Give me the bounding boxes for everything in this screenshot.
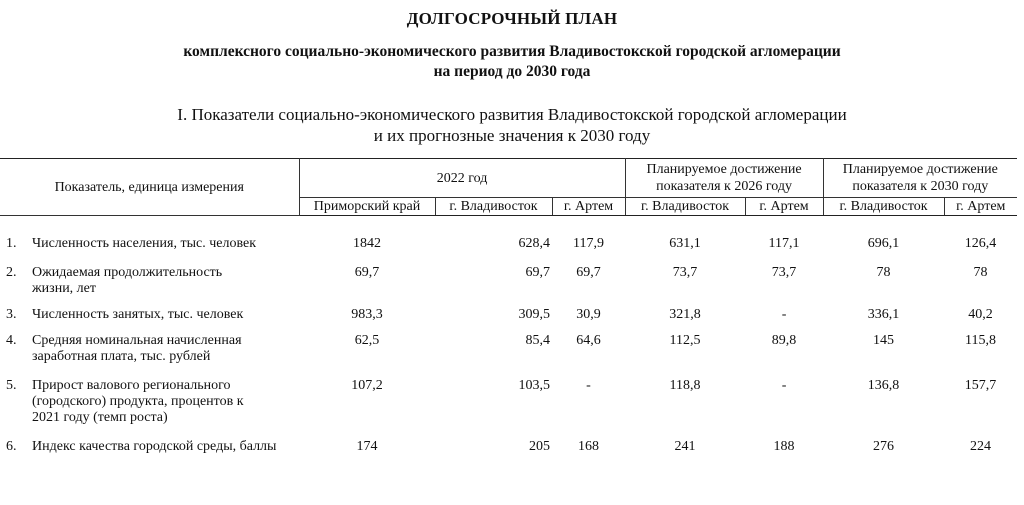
header-sub-artem-2022: г. Артем bbox=[552, 198, 625, 216]
row-index: 4. bbox=[6, 333, 17, 348]
header-sub-artem-2026: г. Артем bbox=[745, 198, 823, 216]
cell-value: 309,5 bbox=[518, 307, 550, 322]
row-label: Прирост валового регионального (городского) продукта, процентов к 2021 году (темп роста) bbox=[32, 378, 244, 425]
cell-value: 103,5 bbox=[518, 378, 550, 393]
cell-value: 40,2 bbox=[968, 307, 993, 322]
row-index: 5. bbox=[6, 378, 17, 393]
table-row bbox=[0, 236, 1017, 265]
section-heading bbox=[0, 104, 1024, 146]
row-index: 2. bbox=[6, 265, 17, 280]
indicators-table bbox=[0, 158, 1017, 479]
header-sub-vladivostok-2030: г. Владивосток bbox=[823, 198, 944, 216]
header-group-2030-line-2: показателя к 2030 году bbox=[852, 179, 989, 194]
header-group-2026-line-2: показателя к 2026 году bbox=[656, 179, 792, 194]
table-row bbox=[0, 378, 1017, 439]
cell-value: 136,8 bbox=[867, 378, 900, 393]
cell-value: 241 bbox=[674, 439, 696, 454]
cell-value: 117,9 bbox=[573, 236, 604, 251]
cell-value: 188 bbox=[773, 439, 795, 454]
header-group-2026 bbox=[625, 159, 823, 198]
cell-value: 112,5 bbox=[669, 333, 701, 348]
header-sub-artem-2030: г. Артем bbox=[944, 198, 1017, 216]
cell-value: 107,2 bbox=[351, 378, 383, 393]
cell-value: 73,7 bbox=[672, 265, 698, 280]
table-row bbox=[0, 439, 1017, 479]
cell-value: 69,7 bbox=[525, 265, 550, 280]
header-group-2030-line-1: Планируемое достижение bbox=[842, 162, 998, 177]
cell-value: 321,8 bbox=[669, 307, 701, 322]
cell-value: - bbox=[781, 378, 787, 393]
subtitle-line-2: на период до 2030 года bbox=[433, 63, 591, 80]
cell-value: 78 bbox=[973, 265, 988, 280]
table-row bbox=[0, 307, 1017, 333]
cell-value: 69,7 bbox=[354, 265, 380, 280]
cell-value: 73,7 bbox=[771, 265, 797, 280]
cell-value: - bbox=[586, 378, 591, 393]
cell-value: 157,7 bbox=[964, 378, 997, 393]
cell-value: 62,5 bbox=[354, 333, 380, 348]
cell-value: 64,6 bbox=[576, 333, 601, 348]
header-sub-vladivostok-2026: г. Владивосток bbox=[625, 198, 745, 216]
table-row bbox=[0, 333, 1017, 378]
header-group-2030 bbox=[823, 159, 1017, 198]
cell-value: 336,1 bbox=[867, 307, 900, 322]
row-label: Индекс качества городской среды, баллы bbox=[32, 439, 277, 454]
cell-value: 69,7 bbox=[576, 265, 601, 280]
section-heading-line-2: и их прогнозные значения к 2030 году bbox=[373, 126, 651, 145]
cell-value: 205 bbox=[529, 439, 550, 454]
cell-value: 30,9 bbox=[576, 307, 601, 322]
cell-value: 85,4 bbox=[525, 333, 550, 348]
row-label: Ожидаемая продолжительность жизни, лет bbox=[32, 265, 223, 296]
cell-value: 628,4 bbox=[518, 236, 550, 251]
row-label: Численность населения, тыс. человек bbox=[32, 236, 257, 251]
header-group-2022: 2022 год bbox=[299, 159, 625, 198]
cell-value: 983,3 bbox=[351, 307, 383, 322]
cell-value: 631,1 bbox=[669, 236, 701, 251]
cell-value: 78 bbox=[876, 265, 891, 280]
cell-value: 118,8 bbox=[669, 378, 701, 393]
row-label: Средняя номинальная начисленная заработная плата, тыс. рублей bbox=[32, 333, 242, 364]
cell-value: 115,8 bbox=[965, 333, 997, 348]
table-row bbox=[0, 265, 1017, 307]
row-index: 3. bbox=[6, 307, 17, 322]
header-sub-vladivostok-2022: г. Владивосток bbox=[435, 198, 552, 216]
row-label: Численность занятых, тыс. человек bbox=[32, 307, 244, 322]
cell-value: 168 bbox=[578, 439, 600, 454]
cell-value: 117,1 bbox=[768, 236, 800, 251]
cell-value: 696,1 bbox=[867, 236, 900, 251]
header-indicator: Показатель, единица измерения bbox=[0, 159, 299, 216]
document-title: ДОЛГОСРОЧНЫЙ ПЛАН bbox=[406, 9, 618, 28]
section-heading-line-1: I. Показатели социально-экономического развития Владивостокской городской агломерации bbox=[177, 105, 847, 124]
header-group-2026-line-1: Планируемое достижение bbox=[646, 162, 802, 177]
cell-value: 174 bbox=[356, 439, 378, 454]
cell-value: - bbox=[781, 307, 787, 322]
subtitle-line-1: комплексного социально-экономического развития Владивостокской городской агломерации bbox=[183, 43, 841, 60]
document-subtitle bbox=[0, 42, 1024, 82]
cell-value: 89,8 bbox=[771, 333, 797, 348]
cell-value: 145 bbox=[873, 333, 895, 348]
row-index: 6. bbox=[6, 439, 17, 454]
cell-value: 276 bbox=[873, 439, 895, 454]
row-index: 1. bbox=[6, 236, 17, 251]
cell-value: 126,4 bbox=[964, 236, 997, 251]
header-sub-primorsky-2022: Приморский край bbox=[299, 198, 435, 216]
cell-value: 224 bbox=[970, 439, 992, 454]
cell-value: 1842 bbox=[353, 236, 381, 251]
